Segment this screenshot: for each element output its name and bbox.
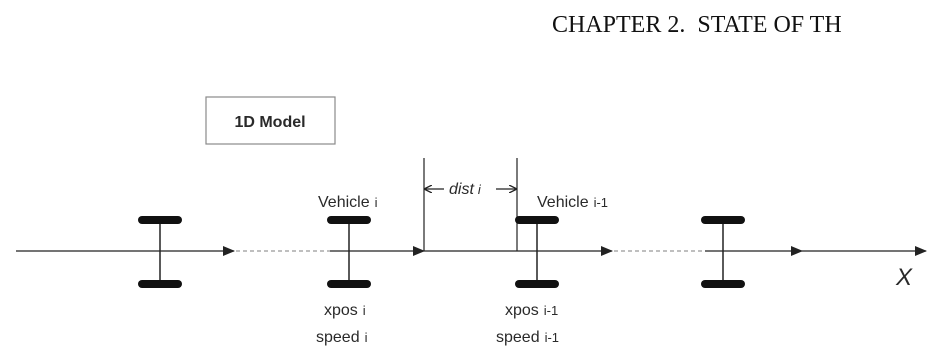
- chapter-number: CHAPTER 2.: [552, 12, 686, 38]
- vehicle-i-minus-1-speed: speed i-1: [496, 329, 560, 346]
- axis-label: X: [896, 264, 913, 291]
- model-label: 1D Model: [234, 114, 306, 131]
- vehicle-far-left: [138, 216, 182, 288]
- vehicle-i-minus-1-label: Vehicle i-1: [537, 194, 609, 211]
- vehicle-i-speed: speed i: [316, 329, 368, 346]
- vehicle-far-right: [701, 216, 745, 288]
- vehicle-i-xpos: xpos i: [324, 302, 366, 319]
- chapter-title: STATE OF TH: [697, 12, 842, 38]
- dist-label: dist i: [449, 181, 481, 198]
- vehicle-i-minus-1-xpos: xpos i-1: [505, 302, 559, 319]
- vehicle-i-label: Vehicle i: [318, 194, 378, 211]
- vehicle-i: [327, 216, 371, 288]
- vehicle-i-minus-1: [515, 216, 559, 288]
